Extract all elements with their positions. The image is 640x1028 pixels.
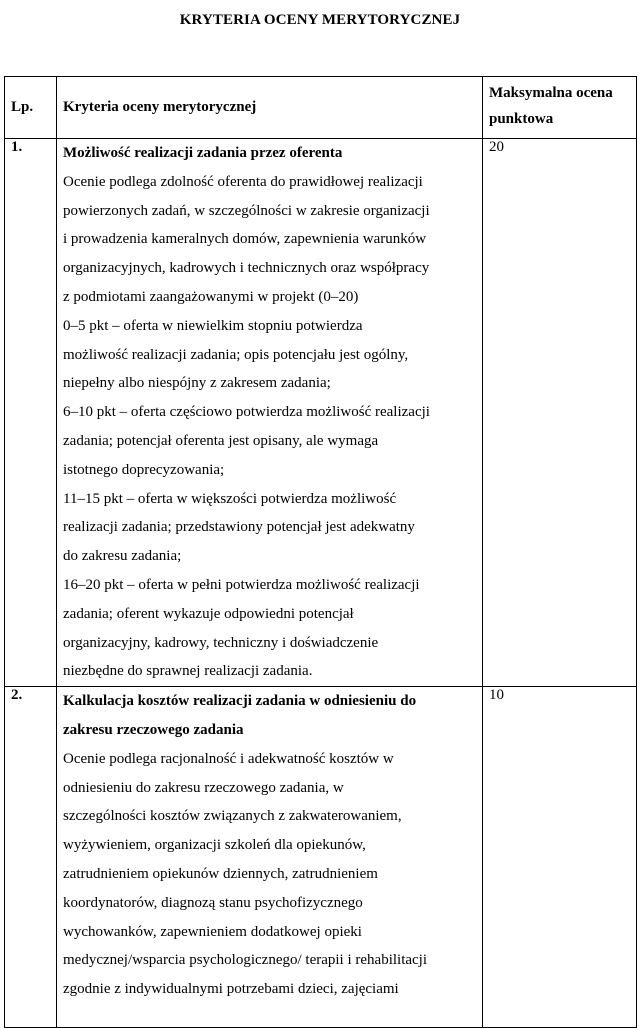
header-lp: Lp. xyxy=(5,77,57,139)
row-number: 1. xyxy=(5,139,57,687)
criterion-text-line: realizacji zadania; przedstawiony potencjał jest adekwatny xyxy=(63,519,415,536)
criterion-text-line: 0–5 pkt – oferta w niewielkim stopniu potwierdza xyxy=(63,317,363,334)
table-row xyxy=(5,687,637,1028)
criterion-text-line: medycznej/wsparcia psychologicznego/ terapii i rehabilitacji xyxy=(63,952,428,969)
criterion-text-line: Ocenie podlega racjonalność i adekwatność kosztów w xyxy=(63,750,394,767)
criterion-title: zakresu rzeczowego zadania xyxy=(63,721,244,738)
criterion-title: Możliwość realizacji zadania przez oferenta xyxy=(63,145,343,161)
criterion-text-line: szczególności kosztów związanych z zakwaterowaniem, xyxy=(63,808,402,825)
criterion-cell xyxy=(57,687,483,1028)
criteria-table xyxy=(4,76,637,1028)
header-max-score xyxy=(483,77,637,139)
criterion-text-line: koordynatorów, diagnozą stanu psychofizycznego xyxy=(63,894,363,911)
header-criteria: Kryteria oceny merytorycznej xyxy=(57,77,483,139)
criterion-text-line: 6–10 pkt – oferta częściowo potwierdza możliwość realizacji xyxy=(63,404,430,421)
criterion-text-line: 16–20 pkt – oferta w pełni potwierdza możliwość realizacji xyxy=(63,576,420,593)
criterion-text-line: organizacyjny, kadrowy, techniczny i doświadczenie xyxy=(63,634,379,651)
criterion-text-line: powierzonych zadań, w szczególności w zakresie organizacji xyxy=(63,202,430,219)
criterion-text-line: niezbędne do sprawnej realizacji zadania. xyxy=(63,663,313,680)
criterion-text-line: istotnego doprecyzowania; xyxy=(63,461,225,478)
page-title: KRYTERIA OCENY MERYTORYCZNEJ xyxy=(179,12,461,28)
criterion-text-line: niepełny albo niespójny z zakresem zadania; xyxy=(63,375,331,392)
criterion-title: Kalkulacja kosztów realizacji zadania w odniesieniu do xyxy=(63,693,417,710)
criterion-text-line: zadania; oferent wykazuje odpowiedni potencjał xyxy=(63,605,354,622)
row-number: 2. xyxy=(5,687,57,1028)
table-row xyxy=(5,139,637,687)
criterion-text-line: i prowadzenia kameralnych domów, zapewnienia warunków xyxy=(63,231,427,248)
criterion-cell xyxy=(57,139,483,687)
header-max-score-line-2: punktowa xyxy=(489,111,554,127)
criterion-text-line: możliwość realizacji zadania; opis potencjału jest ogólny, xyxy=(63,346,409,363)
criterion-text-line: Ocenie podlega zdolność oferenta do prawidłowej realizacji xyxy=(63,173,423,190)
criterion-text-line: wyżywieniem, organizacji szkoleń dla opiekunów, xyxy=(63,837,366,854)
criterion-text-line: odniesieniu do zakresu rzeczowego zadania, w xyxy=(63,779,344,796)
criterion-text-line: zgodnie z indywidualnymi potrzebami dzieci, zajęciami xyxy=(63,981,399,998)
criterion-text-line: organizacyjnych, kadrowych i technicznych oraz współpracy xyxy=(63,260,430,277)
max-score-value: 20 xyxy=(483,139,637,687)
max-score-value: 10 xyxy=(483,687,637,1028)
criterion-text-line: z podmiotami zaangażowanymi w projekt (0–20) xyxy=(63,288,359,305)
criterion-text-line: wychowanków, zapewnieniem dodatkowej opieki xyxy=(63,923,362,940)
criterion-text-line: do zakresu zadania; xyxy=(63,548,182,565)
criterion-text-line: 11–15 pkt – oferta w większości potwierdza możliwość xyxy=(63,490,397,507)
table-header-row xyxy=(5,77,637,139)
header-max-score-line-1: Maksymalna ocena xyxy=(489,85,613,101)
criterion-text-line: zadania; potencjał oferenta jest opisany, ale wymaga xyxy=(63,432,379,449)
criterion-text-line: zatrudnieniem opiekunów dziennych, zatrudnieniem xyxy=(63,865,378,882)
